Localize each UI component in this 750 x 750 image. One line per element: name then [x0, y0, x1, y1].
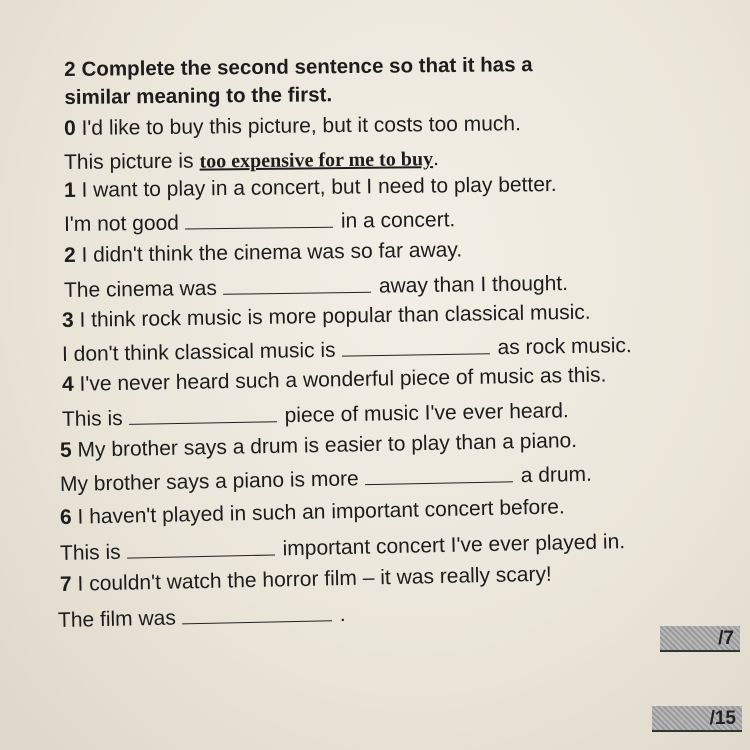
- sentence-text: a drum.: [520, 462, 593, 488]
- item-1-second-sentence: [64, 207, 456, 238]
- sentence-text: My brother says a piano is more: [59, 467, 359, 496]
- sentence-text: as rock music.: [497, 334, 632, 360]
- example-answer: too expensive for me to buy: [199, 148, 434, 173]
- sentence-text: piece of music I've ever heard.: [284, 399, 569, 428]
- section-score-box[interactable]: /7: [660, 626, 740, 652]
- sentence-text: This is: [61, 406, 123, 431]
- sentence-text: I haven't played in such an important concert before.: [77, 495, 565, 529]
- item-number: 2: [63, 243, 76, 267]
- sentence-text: This is: [59, 540, 121, 565]
- sentence-text: .: [339, 602, 346, 627]
- sentence-text: The cinema was: [63, 276, 218, 302]
- item-number: 3: [61, 308, 74, 332]
- sentence-text: This picture is: [63, 149, 194, 174]
- sentence-text: I think rock music is more popular than classical music.: [79, 300, 591, 332]
- item-number: 1: [63, 178, 76, 202]
- answer-blank[interactable]: [126, 537, 274, 559]
- item-4-first-sentence: [62, 362, 607, 397]
- sentence-text: I want to play in a concert, but I need to play better.: [81, 172, 557, 202]
- sentence-text: .: [432, 147, 439, 171]
- answer-blank[interactable]: [341, 335, 489, 356]
- sentence-text: away than I thought.: [378, 271, 569, 298]
- total-score-box[interactable]: /15: [652, 706, 742, 732]
- sentence-text: I don't think classical music is: [61, 338, 336, 366]
- item-number: 6: [59, 505, 72, 529]
- item-2-second-sentence: [64, 271, 568, 304]
- sentence-text: The film was: [57, 606, 177, 632]
- exercise-heading: [64, 50, 665, 112]
- sentence-text: I'd like to buy this picture, but it costs too much.: [81, 112, 522, 140]
- answer-blank[interactable]: [185, 209, 333, 230]
- item-number: 7: [59, 572, 72, 596]
- item-5-second-sentence: [60, 462, 592, 498]
- sentence-text: in a concert.: [340, 208, 456, 233]
- item-7-second-sentence: [58, 602, 346, 634]
- answer-blank[interactable]: [182, 602, 332, 624]
- exercise-instruction-line1: Complete the second sentence so that it has a: [81, 53, 533, 81]
- exercise-instruction-line2: similar meaning to the first.: [64, 83, 333, 109]
- item-6-first-sentence: [60, 494, 565, 531]
- item-3-first-sentence: [62, 300, 591, 334]
- sentence-text: My brother says a drum is easier to play than a piano.: [77, 429, 578, 462]
- item-2-first-sentence: [64, 237, 462, 269]
- sentence-text: I couldn't watch the horror film – it was really scary!: [77, 562, 553, 596]
- answer-blank[interactable]: [128, 403, 276, 425]
- item-4-second-sentence: [62, 398, 569, 433]
- sentence-text: I'm not good: [63, 211, 180, 236]
- item-7-first-sentence: [60, 562, 552, 598]
- item-5-first-sentence: [60, 428, 578, 464]
- sentence-text: important concert I've ever played in.: [282, 530, 626, 561]
- item-1-first-sentence: [64, 172, 557, 204]
- sentence-text: I didn't think the cinema was so far away.: [81, 238, 463, 267]
- sentence-text: I've never heard such a wonderful piece of music as this.: [79, 363, 607, 396]
- item-number: 0: [63, 116, 76, 140]
- answer-blank[interactable]: [223, 274, 371, 295]
- item-0-first-sentence: [64, 111, 521, 142]
- exercise-number: 2: [64, 57, 76, 81]
- item-number: 4: [61, 372, 74, 396]
- item-0-second-sentence: [64, 146, 439, 176]
- answer-blank[interactable]: [364, 463, 512, 485]
- item-number: 5: [59, 438, 72, 462]
